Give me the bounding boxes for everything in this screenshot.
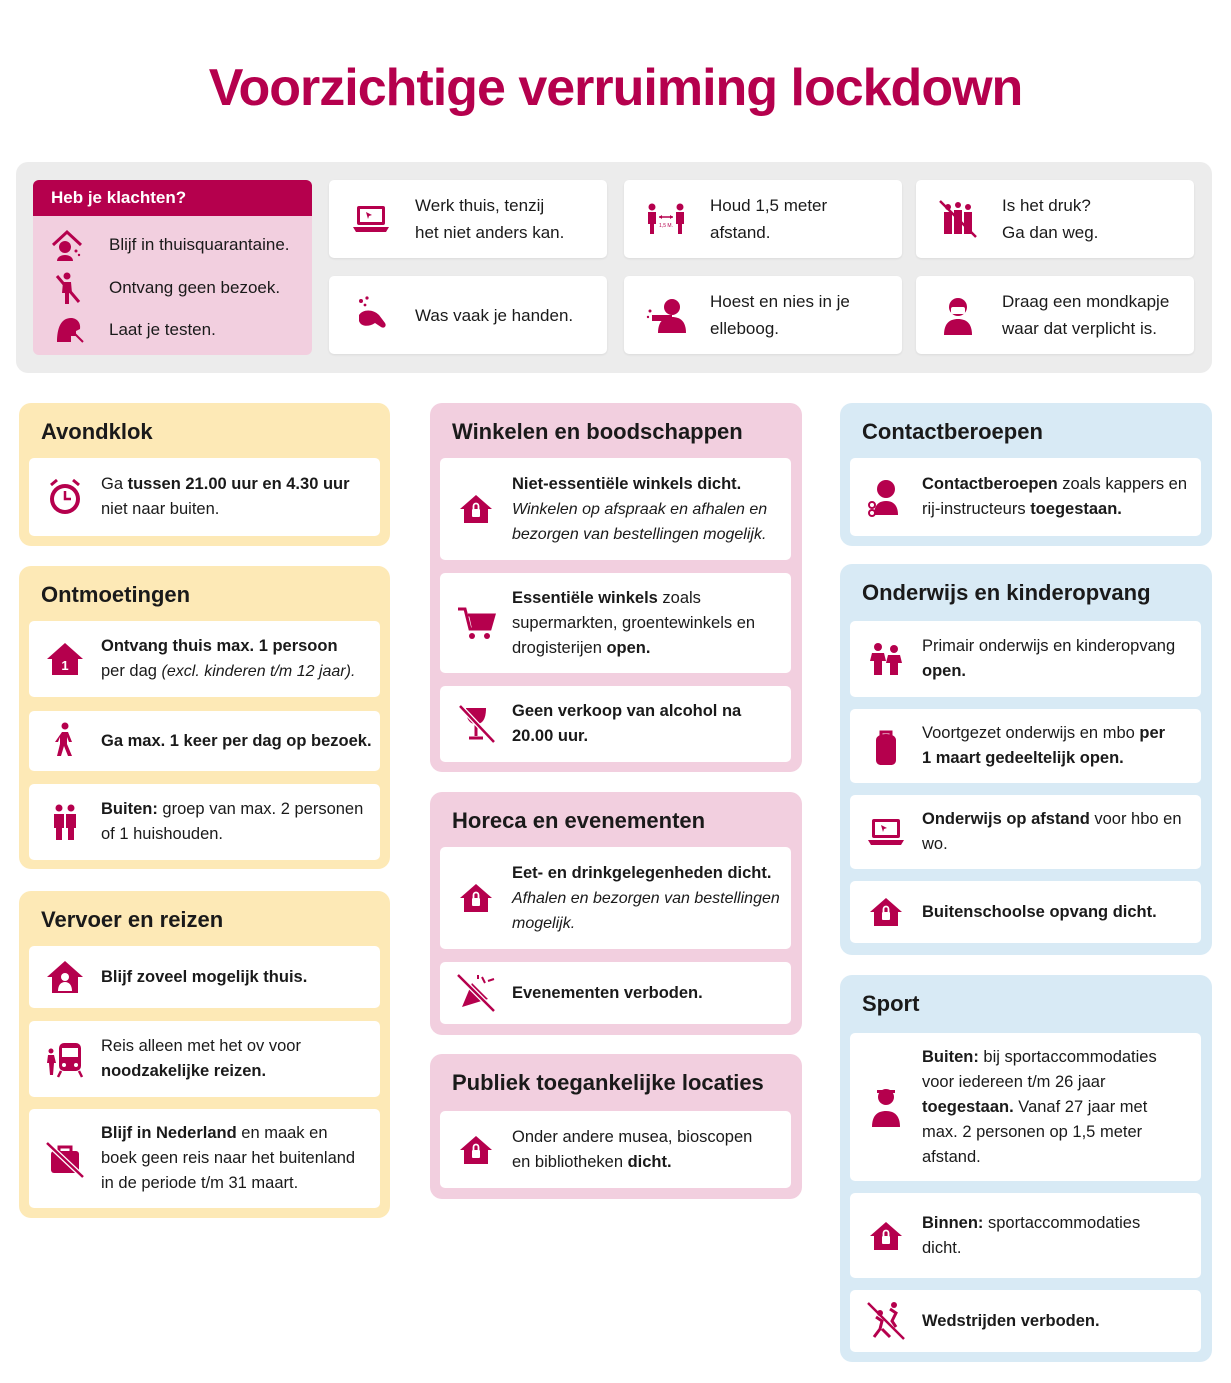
klachten-header: Heb je klachten? [33,180,312,216]
item-horeca: Eet- en drinkgelegenheden dicht. Afhalen en bezorgen van bestellingen mogelijk. [440,847,791,949]
alarm-clock-icon [43,475,87,519]
panel-title: Vervoer en reizen [41,907,224,932]
hairdresser-icon [864,475,908,519]
item-winkelen: Geen verkoop van alcohol na 20.00 uur. [440,686,791,762]
item-ontmoetingen: Ga max. 1 keer per dag op bezoek. [29,711,380,771]
walking-person-icon [43,719,87,763]
item-onderwijs: Primair onderwijs en kinderopvang open. [850,621,1201,697]
backpack-icon [864,724,908,768]
locked-shop-icon [864,890,908,934]
no-alcohol-icon [454,702,498,746]
quarantine-house-icon [49,227,85,263]
panel-title: Contactberoepen [862,419,1043,444]
klachten-item [33,268,312,308]
klachten-panel [33,180,312,355]
panel-title: Ontmoetingen [41,582,191,607]
item-avondklok: Ga tussen 21.00 uur en 4.30 uur niet naar buiten. [29,458,380,536]
no-visitors-icon [49,270,85,306]
crowd-icon [936,197,980,241]
item-sport: Buiten: bij sportaccommodaties voor iedereen t/m 26 jaar toegestaan. Vanaf 27 jaar met max. 2 personen op 1,5 meter afstand. [850,1033,1201,1181]
two-persons-icon [43,800,87,844]
panel-title: Onderwijs en kinderopvang [862,580,1151,605]
item-onderwijs: Onderwijs op afstand voor hbo en wo. [850,795,1201,869]
panel-title: Sport [862,991,920,1016]
laptop-icon [864,810,908,854]
svg-text:1,5 M.: 1,5 M. [659,223,673,229]
item-ontmoetingen: 1 Ontvang thuis max. 1 persoon per dag (excl. kinderen t/m 12 jaar). [29,621,380,697]
panel-title: Avondklok [41,419,153,444]
item-vervoer: Blijf zoveel mogelijk thuis. [29,946,380,1008]
locked-shop-icon [454,487,498,531]
item-horeca: Evenementen verboden. [440,962,791,1024]
item-vervoer: Reis alleen met het ov voor noodzakelijke reizen. [29,1021,380,1097]
klachten-item [33,225,312,265]
children-icon [864,637,908,681]
rule-work-home: Werk thuis, tenzij het niet anders kan. [329,180,607,258]
rule-crowd: Is het druk? Ga dan weg. [916,180,1194,258]
cough-elbow-icon [644,293,688,337]
house-one-icon [43,637,87,681]
wash-hands-icon [349,293,393,337]
shopping-cart-icon [454,601,498,645]
athlete-icon [864,1085,908,1129]
no-travel-icon [43,1137,87,1181]
item-publiek: Onder andere musea, bioscopen en bibliotheken dicht. [440,1111,791,1188]
item-sport: Binnen: sportaccommodaties dicht. [850,1193,1201,1278]
klachten-item-text: Laat je testen. [109,320,216,339]
no-events-icon [454,971,498,1015]
locked-shop-icon [454,1128,498,1172]
page-title: Voorzichtige verruiming lockdown [208,59,1023,117]
panel-title: Publiek toegankelijke locaties [452,1070,764,1095]
laptop-icon [349,197,393,241]
locked-shop-icon [864,1214,908,1258]
item-vervoer: Blijf in Nederland en maak en boek geen reis naar het buitenland in de periode t/m 31 maart. [29,1109,380,1208]
rule-face-mask: Draag een mondkapje waar dat verplicht is. [916,276,1194,354]
rule-wash-hands: Was vaak je handen. [329,276,607,354]
klachten-item-text: Blijf in thuisquarantaine. [109,235,290,254]
test-swab-icon [49,312,85,348]
stay-home-icon [43,955,87,999]
klachten-item-text: Ontvang geen bezoek. [109,278,281,297]
item-sport: Wedstrijden verboden. [850,1290,1201,1352]
item-ontmoetingen: Buiten: groep van max. 2 personen of 1 huishouden. [29,784,380,860]
distance-icon [644,197,688,241]
svg-text:1: 1 [61,658,69,673]
item-winkelen: Niet-essentiële winkels dicht. Winkelen op afspraak en afhalen en bezorgen van bestellingen mogelijk. [440,458,791,560]
face-mask-icon [936,293,980,337]
train-icon [43,1037,87,1081]
klachten-item [33,310,312,350]
item-winkelen: Essentiële winkels zoals supermarkten, groentewinkels en drogisterijen open. [440,573,791,673]
locked-shop-icon [454,876,498,920]
no-competition-icon [864,1299,908,1343]
rule-cough-elbow: Hoest en nies in je elleboog. [624,276,902,354]
panel-title: Horeca en evenementen [452,808,706,833]
item-onderwijs: Buitenschoolse opvang dicht. [850,881,1201,943]
panel-title: Winkelen en boodschappen [452,419,743,444]
item-contactberoepen: Contactberoepen zoals kappers en rij-instructeurs toegestaan. [850,458,1201,536]
item-onderwijs: Voortgezet onderwijs en mbo per 1 maart gedeeltelijk open. [850,709,1201,783]
rule-distance: 1,5 M. Houd 1,5 meter afstand. [624,180,902,258]
